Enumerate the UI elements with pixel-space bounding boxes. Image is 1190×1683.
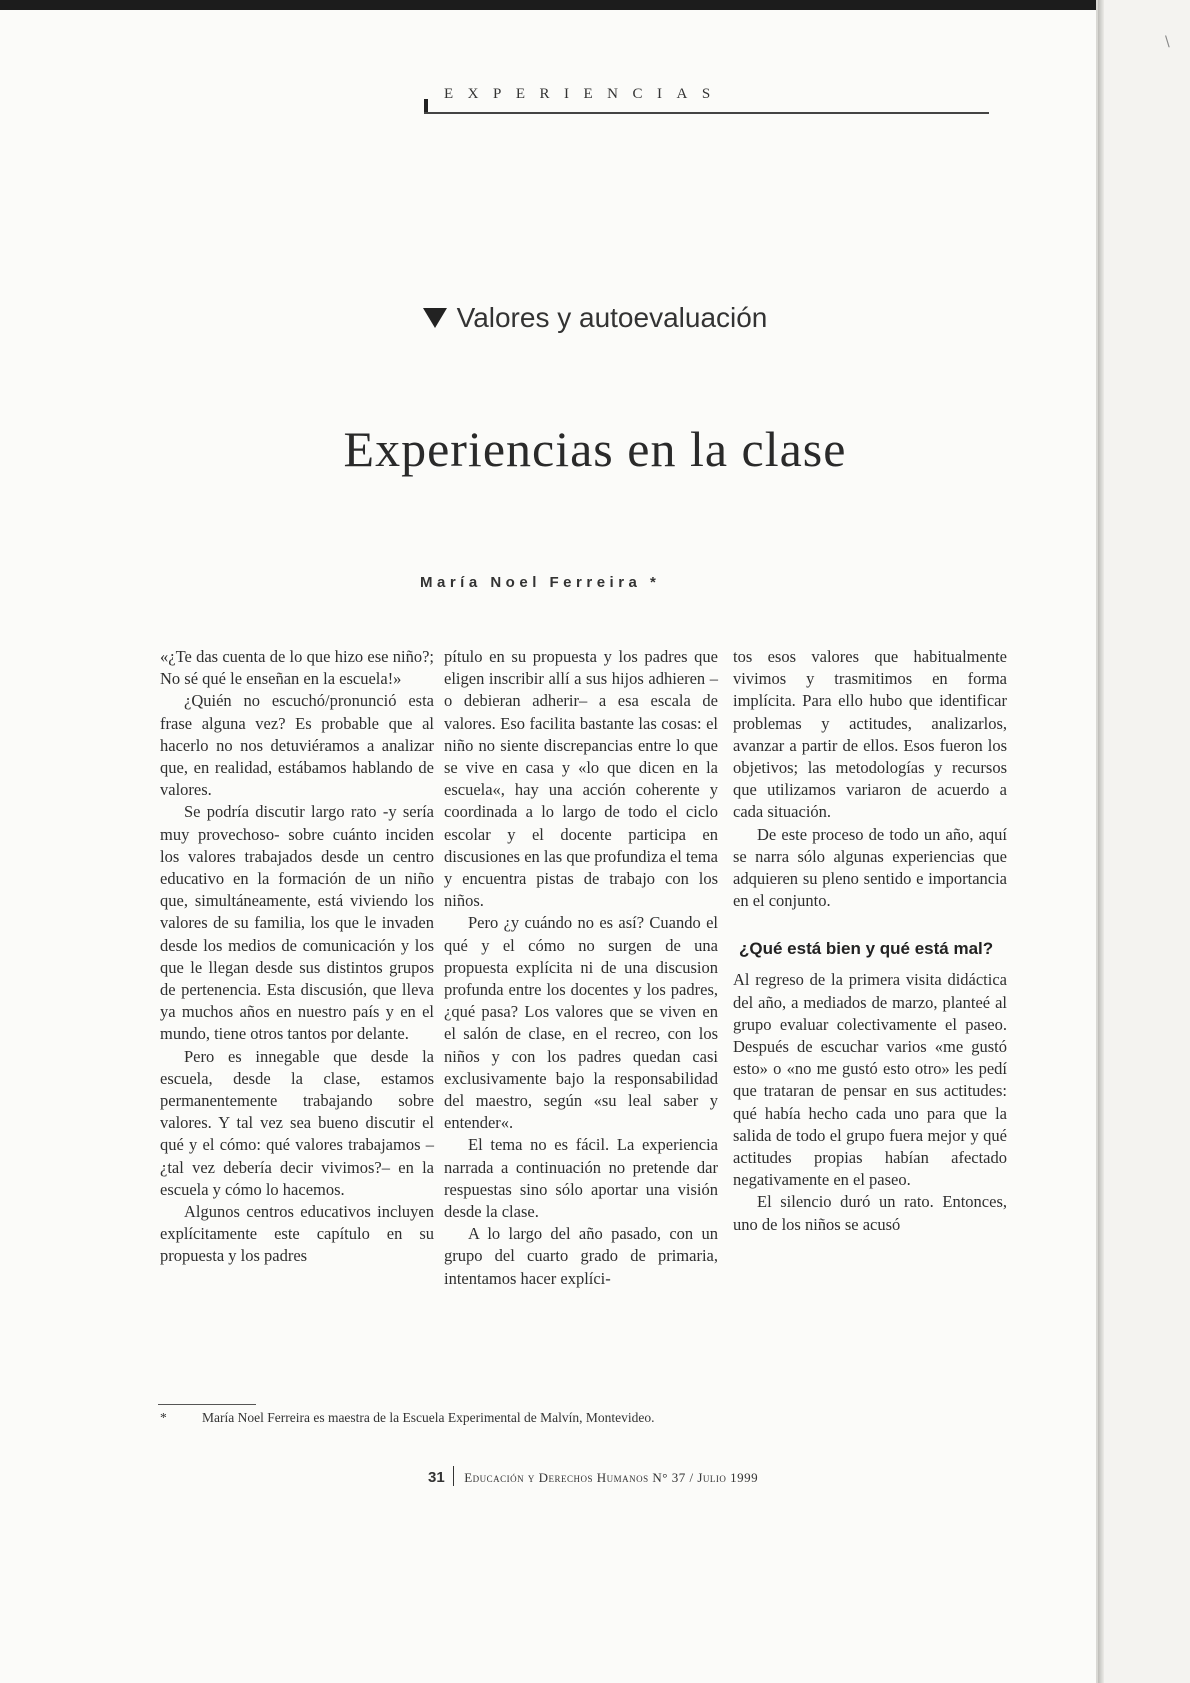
text-column-1 bbox=[160, 646, 434, 1268]
scan-mark: \ bbox=[1165, 34, 1170, 50]
scan-page-shadow bbox=[1098, 0, 1104, 1683]
section-header bbox=[424, 86, 989, 112]
article-title: Experiencias en la clase bbox=[343, 421, 847, 477]
paragraph: Se podría discutir largo rato -y sería muy provechoso- sobre cuánto inciden los valores trabajados desde un centro educativo en la formación de un niño que, simultáneamente, está viviendo los valores de su familia, los que le invaden desde los medios de comunicación y los que le llegan desde sus distintos grupos de pertenencia. Esta discusión, que lleva ya muchos años en nuestro país y en el mundo, tiene otros tantos por delante. bbox=[160, 802, 434, 1044]
footer-divider bbox=[453, 1466, 455, 1486]
footnote bbox=[160, 1410, 654, 1426]
scan-page-edge bbox=[1096, 0, 1190, 1683]
article-subtitle bbox=[0, 302, 1190, 334]
footnote-text: María Noel Ferreira es maestra de la Escuela Experimental de Malvín, Montevideo. bbox=[202, 1410, 655, 1425]
paragraph: tos esos valores que habitualmente vivimos y trasmitimos en forma implícita. Para ello hubo que identificar problemas y actitudes, analizarlos, avanzar a partir de ellos. Esos fueron los objetivos; las metodologías y recursos que utilizamos variaron de acuerdo a cada situación. bbox=[733, 647, 1007, 822]
page-footer bbox=[428, 1466, 758, 1486]
section-heading: ¿Qué está bien y qué está mal? bbox=[739, 939, 994, 959]
paragraph: El silencio duró un rato. Entonces, uno de los niños se acusó bbox=[733, 1192, 1007, 1234]
paragraph: Pero es innegable que desde la escuela, desde la clase, estamos permanentemente trabajando sobre valores. Y tal vez sea bueno discutir el qué y el cómo: qué valores trabajamos –¿tal vez debería decir vivimos?– en la escuela y cómo lo hacemos. bbox=[160, 1046, 434, 1199]
scan-top-edge bbox=[0, 0, 1100, 10]
footnote-rule bbox=[158, 1404, 256, 1405]
paragraph: ¿Quién no escuchó/pronunció esta frase alguna vez? Es probable que al hacerlo no nos detuviéramos a analizar que, en realidad, estábamos hablando de valores. bbox=[160, 691, 434, 800]
paragraph: pítulo en su propuesta y los padres que eligen inscribir allí a sus hijos adhieren –o debieran adherir– a esa escala de valores. Eso facilita bastante las cosas: el niño no siente discrepancias entre lo que se vive en casa y «lo que dicen en la escuela«, hay una acción coherente y coordinada a lo largo de todo el ciclo escolar y el docente participa en discusiones en las que profundiza el tema y encuentra pistas de trabajo con los niños. bbox=[444, 647, 718, 911]
page-number: 31 bbox=[428, 1469, 445, 1486]
paragraph: Al regreso de la primera visita didáctica del año, a mediados de marzo, planteé al grupo evaluar colectivamente el paseo. Después de escuchar varios «me gustó esto» o «no me gustó esto otro» les pedí que trataran de pensar en sus actitudes: qué había hecho cada uno para que la salida de todo el grupo fuera mejor y qué actitudes propias habían afectado negativamente en el paseo. bbox=[733, 970, 1007, 1190]
journal-info: Educación y Derechos Humanos N° 37 / Julio 1999 bbox=[464, 1470, 759, 1485]
paragraph: «¿Te das cuenta de lo que hizo ese niño?; No sé qué le enseñan en la escuela!» bbox=[160, 647, 434, 689]
paragraph: Algunos centros educativos incluyen explícitamente este capítulo en su propuesta y los padres bbox=[160, 1202, 434, 1266]
paragraph: El tema no es fácil. La experiencia narrada a continuación no pretende dar respuestas sino sólo aportar una visión desde la clase. bbox=[444, 1135, 718, 1222]
text-column-3 bbox=[733, 646, 1007, 1236]
section-bar bbox=[424, 99, 428, 113]
author-byline: María Noel Ferreira * bbox=[420, 574, 661, 591]
triangle-down-icon bbox=[423, 308, 447, 328]
footnote-marker: * bbox=[160, 1410, 167, 1425]
text-column-2 bbox=[444, 646, 718, 1290]
paragraph: De este proceso de todo un año, aquí se narra sólo algunas experiencias que adquieren su pleno sentido e importancia en el conjunto. bbox=[733, 824, 1007, 911]
paragraph: A lo largo del año pasado, con un grupo del cuarto grado de primaria, intentamos hacer explíci- bbox=[444, 1224, 718, 1288]
section-label: EXPERIENCIAS bbox=[444, 86, 725, 102]
paragraph: Pero ¿y cuándo no es así? Cuando el qué y el cómo no surgen de una propuesta explícita ni de una discusion profunda entre los docentes y los padres, ¿qué pasa? Los valores que se viven en el salón de clase, en el recreo, con los niños y con los padres quedan casi exclusivamente bajo la responsabilidad del maestro, según «su leal saber y entender«. bbox=[444, 913, 718, 1133]
section-rule bbox=[424, 112, 989, 114]
subtitle-text: Valores y autoevaluación bbox=[456, 302, 768, 333]
